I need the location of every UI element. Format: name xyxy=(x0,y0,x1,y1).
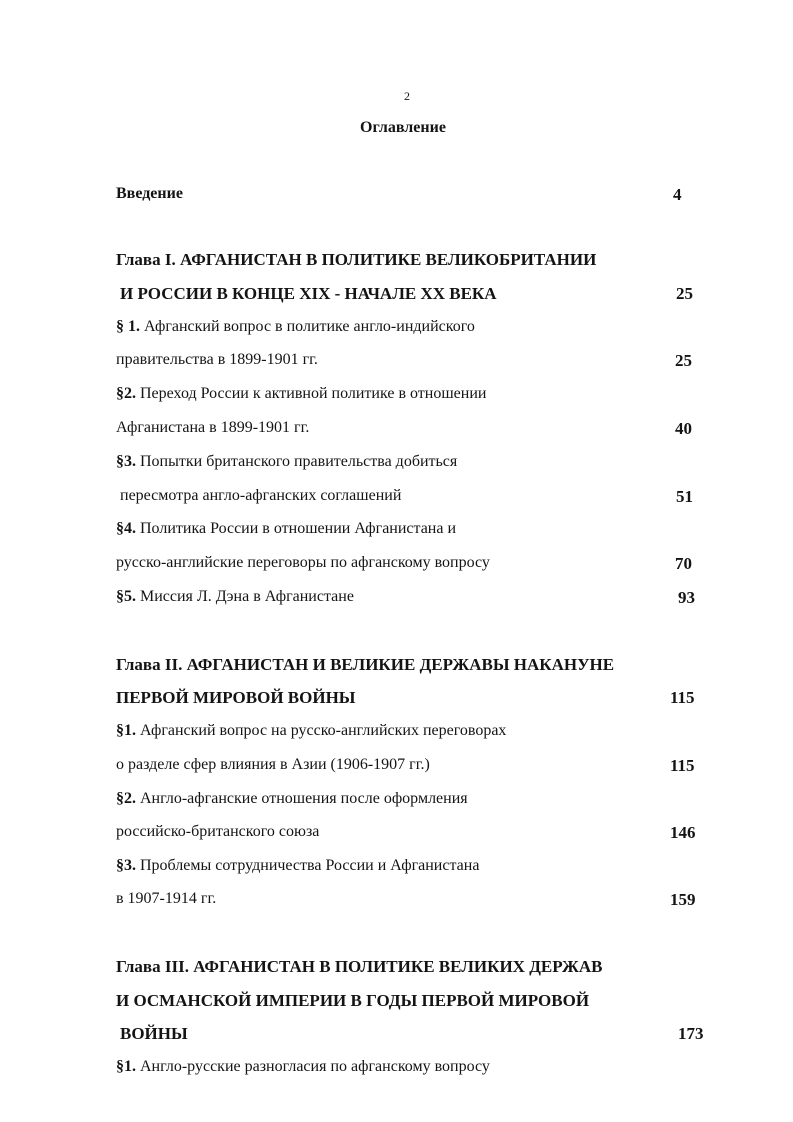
toc-ch1-s3-line2: пересмотра англо-афганских соглашений xyxy=(120,487,402,504)
toc-ch3-s1-line1 xyxy=(116,1058,490,1076)
toc-ch2-title-line2: ПЕРВОЙ МИРОВОЙ ВОЙНЫ xyxy=(116,688,356,707)
section-text: Переход России к активной политике в отношении xyxy=(136,385,487,402)
toc-ch1-s3-line1 xyxy=(116,453,457,471)
toc-ch3-title-line1: Глава III. АФГАНИСТАН В ПОЛИТИКЕ ВЕЛИКИХ ДЕРЖАВ xyxy=(116,957,603,976)
toc-intro-page: 4 xyxy=(673,185,682,204)
section-mark: §1. xyxy=(116,722,136,739)
toc-ch3-title-line3: ВОЙНЫ xyxy=(120,1024,188,1043)
section-mark: §2. xyxy=(116,790,136,807)
section-mark: §4. xyxy=(116,520,136,537)
toc-ch1-s2-line2: Афганистана в 1899-1901 гг. xyxy=(116,419,310,436)
section-mark: §2. xyxy=(116,385,136,402)
toc-ch1-page: 25 xyxy=(676,284,693,303)
section-mark: §3. xyxy=(116,857,136,874)
section-text: Миссия Л. Дэна в Афганистане xyxy=(136,588,354,605)
toc-ch1-s3-page: 51 xyxy=(676,487,693,506)
section-mark: § 1. xyxy=(116,318,140,335)
toc-ch1-title-line1: Глава I. АФГАНИСТАН В ПОЛИТИКЕ ВЕЛИКОБРИТАНИИ xyxy=(116,250,597,269)
section-mark: §5. xyxy=(116,588,136,605)
toc-ch1-s1-line2: правительства в 1899-1901 гг. xyxy=(116,351,318,368)
toc-ch1-s4-page: 70 xyxy=(675,554,692,573)
toc-ch2-s2-line2: российско-британского союза xyxy=(116,823,320,840)
toc-ch1-s2-page: 40 xyxy=(675,419,692,438)
page-number: 2 xyxy=(404,89,410,103)
toc-ch2-title-line1: Глава II. АФГАНИСТАН И ВЕЛИКИЕ ДЕРЖАВЫ НАКАНУНЕ xyxy=(116,655,615,674)
section-text: Афганский вопрос в политике англо-индийского xyxy=(140,318,475,335)
section-text: Попытки британского правительства добиться xyxy=(136,453,458,470)
toc-ch1-s5-page: 93 xyxy=(678,588,695,607)
toc-title: Оглавление xyxy=(360,119,446,136)
toc-ch1-s1-line1 xyxy=(116,318,475,336)
toc-ch2-s1-line1 xyxy=(116,722,506,740)
toc-ch1-s2-line1 xyxy=(116,385,486,403)
section-text: Афганский вопрос на русско-английских переговорах xyxy=(136,722,507,739)
section-text: Англо-афганские отношения после оформления xyxy=(136,790,468,807)
toc-ch2-page: 115 xyxy=(670,688,695,707)
toc-ch1-title-line2: И РОССИИ В КОНЦЕ XIX - НАЧАЛЕ XX ВЕКА xyxy=(120,284,497,303)
section-mark: §1. xyxy=(116,1058,136,1075)
toc-ch3-page: 173 xyxy=(678,1024,704,1043)
toc-ch2-s2-page: 146 xyxy=(670,823,696,842)
toc-ch2-s1-line2: о разделе сфер влияния в Азии (1906-1907 гг.) xyxy=(116,756,430,773)
toc-ch3-title-line2: И ОСМАНСКОЙ ИМПЕРИИ В ГОДЫ ПЕРВОЙ МИРОВОЙ xyxy=(116,991,590,1010)
toc-ch1-s1-page: 25 xyxy=(675,351,692,370)
toc-intro-label: Введение xyxy=(116,185,183,202)
section-text: Политика России в отношении Афганистана и xyxy=(136,520,457,537)
toc-ch2-s1-page: 115 xyxy=(670,756,695,775)
toc-ch1-s5-line1 xyxy=(116,588,354,606)
section-text: Англо-русские разногласия по афганскому вопросу xyxy=(136,1058,490,1075)
section-text: Проблемы сотрудничества России и Афганистана xyxy=(136,857,480,874)
section-mark: §3. xyxy=(116,453,136,470)
toc-ch2-s2-line1 xyxy=(116,790,468,808)
toc-ch1-s4-line1 xyxy=(116,520,456,538)
toc-ch2-s3-line1 xyxy=(116,857,479,875)
toc-ch2-s3-line2: в 1907-1914 гг. xyxy=(116,890,217,907)
toc-ch2-s3-page: 159 xyxy=(670,890,696,909)
toc-ch1-s4-line2: русско-английские переговоры по афганскому вопросу xyxy=(116,554,490,571)
